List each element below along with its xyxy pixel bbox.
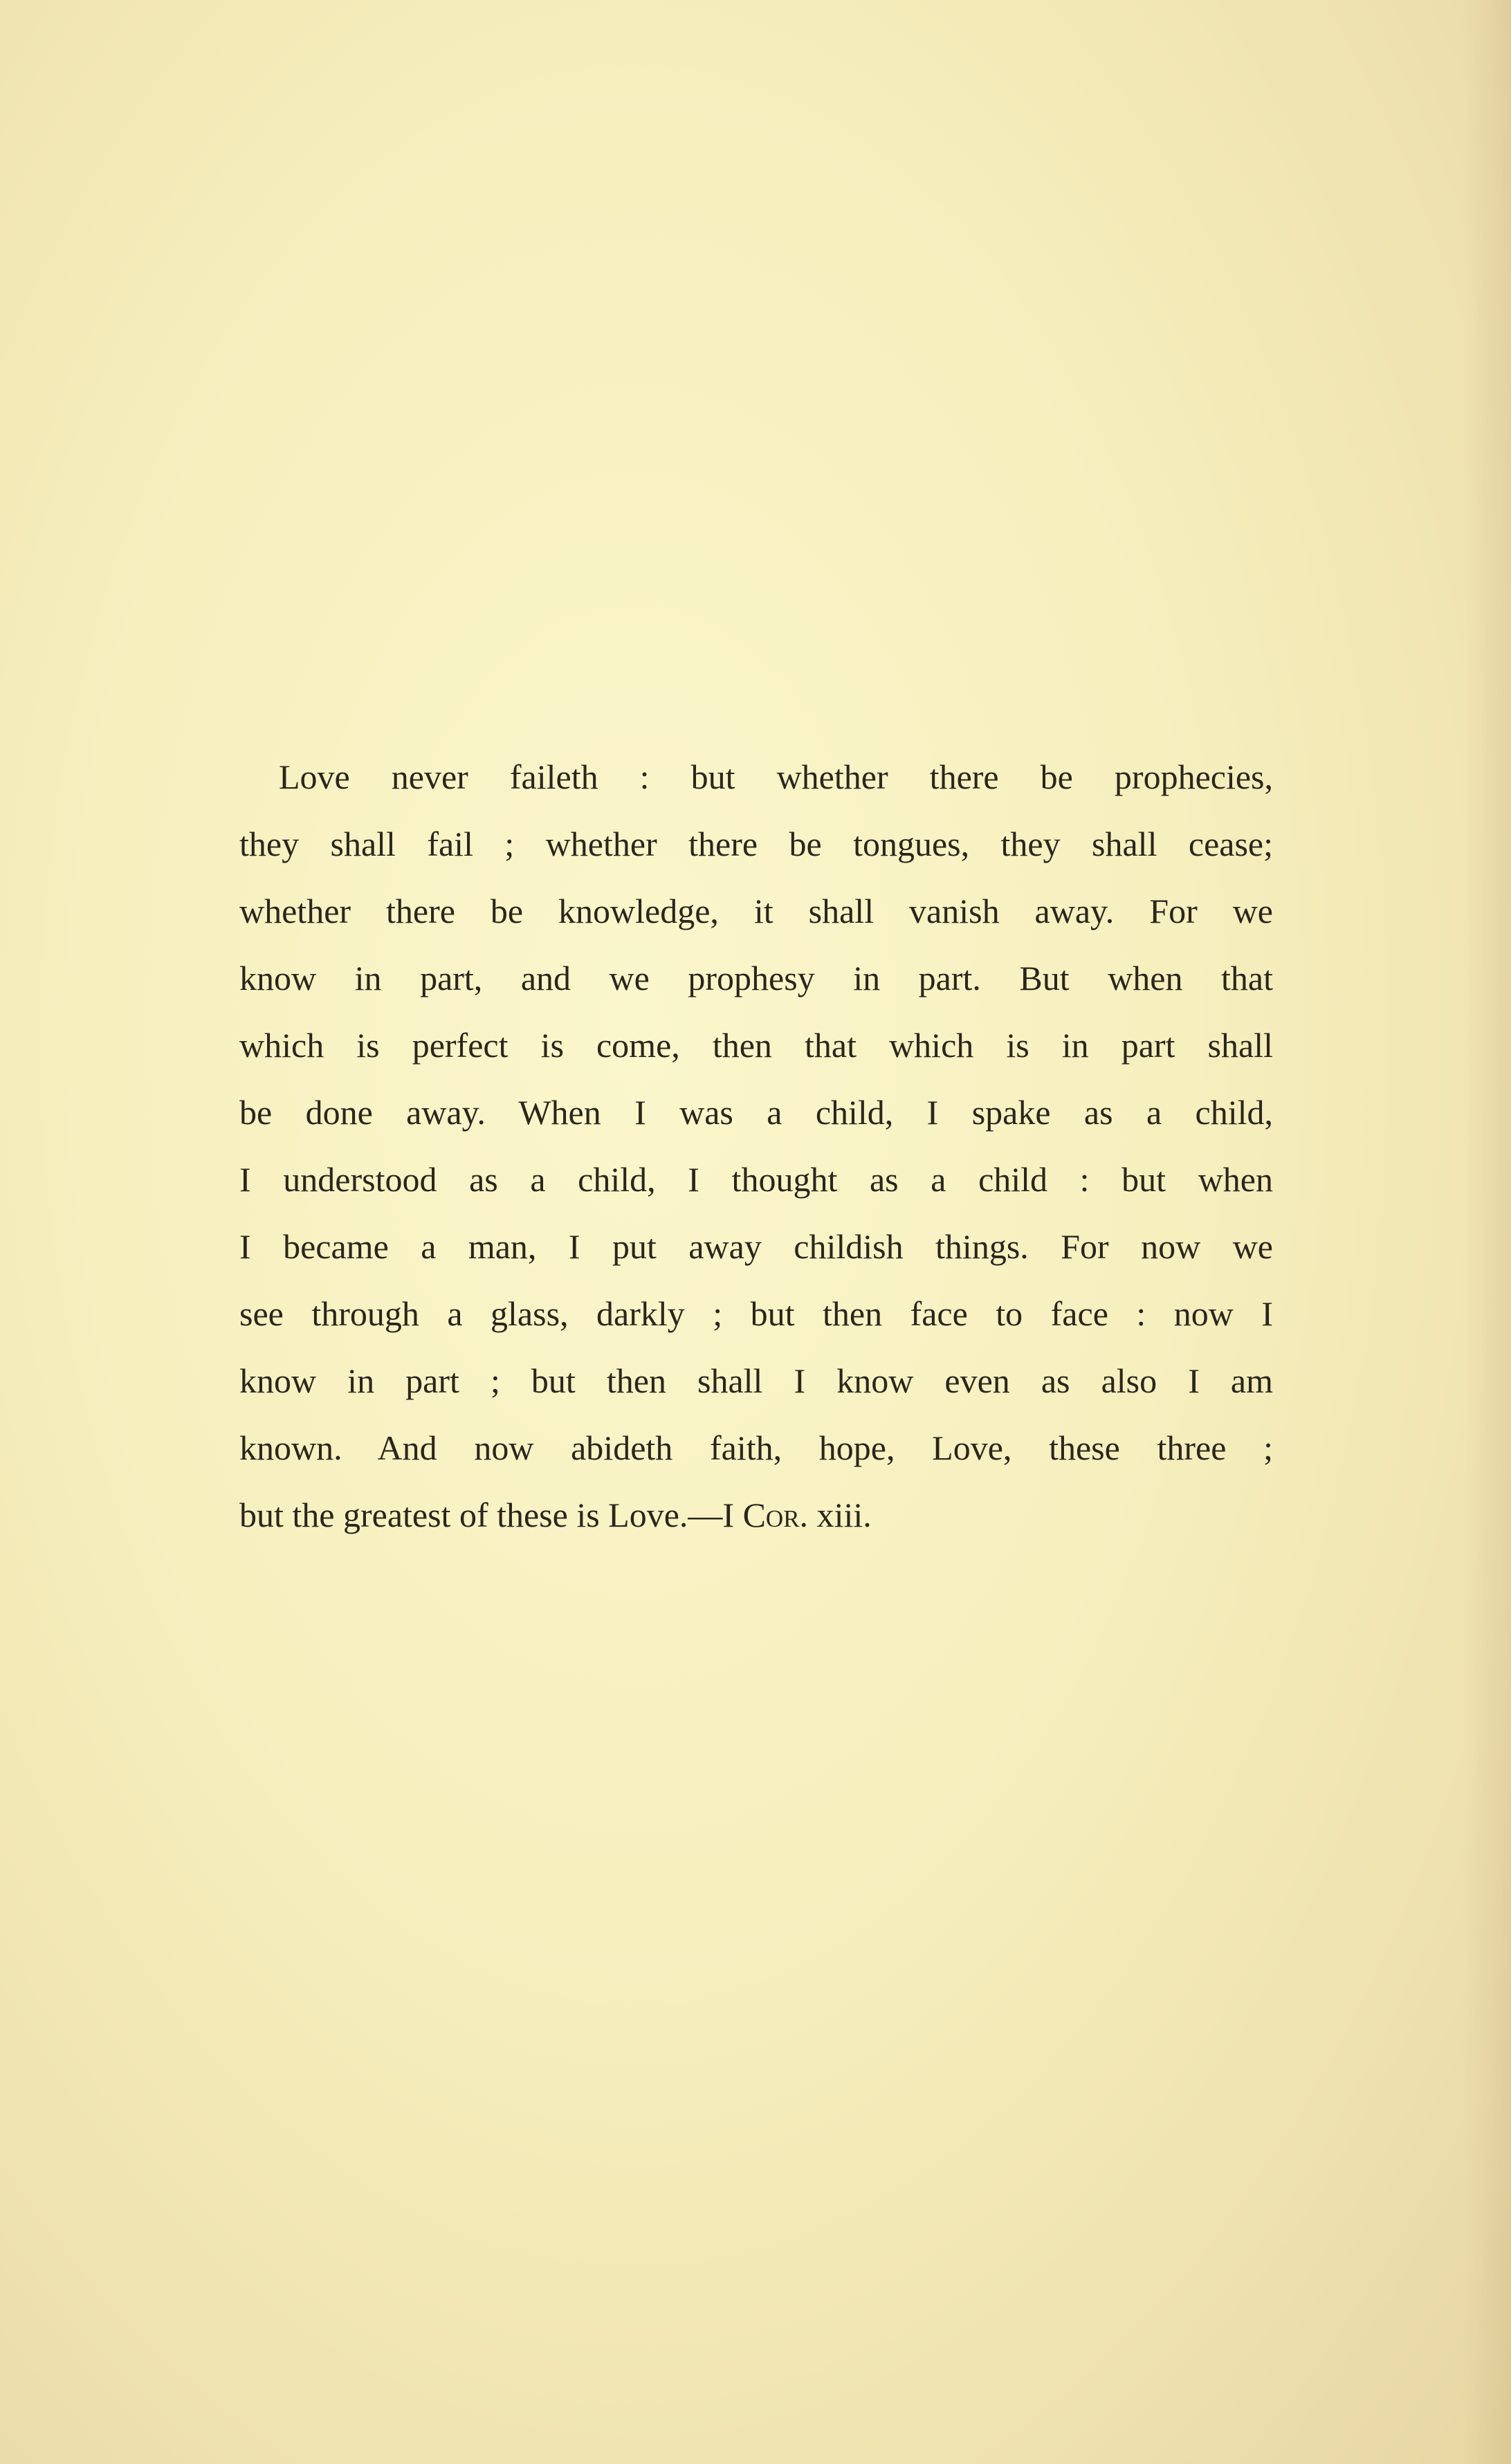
passage-line-10: know in part ; but then shall I know even as also I am (239, 1361, 1273, 1400)
passage-last-line (239, 1482, 1273, 1549)
passage-line-11: known. And now abideth faith, hope, Love, these three ; (239, 1428, 1273, 1467)
citation-chapter: xiii. (816, 1496, 872, 1534)
passage-line-6: be done away. When I was a child, I spake as a child, (239, 1093, 1273, 1132)
scripture-passage (239, 744, 1273, 1549)
passage-line-4: know in part, and we prophesy in part. But when that (239, 959, 1273, 997)
passage-line-1: Love never faileth : but whether there be prophecies, (279, 757, 1273, 796)
citation-book: Cor. (742, 1496, 809, 1534)
passage-line-12: but the greatest of these is Love.— (239, 1496, 723, 1534)
passage-line-9: see through a glass, darkly ; but then face to face : now I (239, 1294, 1273, 1333)
passage-line-2: they shall fail ; whether there be tongues, they shall cease; (239, 825, 1273, 863)
citation-number: I (722, 1496, 735, 1534)
passage-line-7: I understood as a child, I thought as a child : but when (239, 1160, 1273, 1199)
passage-line-8: I became a man, I put away childish things. For now we (239, 1227, 1273, 1266)
citation (722, 1496, 871, 1534)
passage-line-3: whether there be knowledge, it shall vanish away. For we (239, 892, 1273, 930)
passage-line-5: which is perfect is come, then that which is in part shall (239, 1026, 1273, 1065)
page-edge-shadow (1463, 0, 1511, 2464)
